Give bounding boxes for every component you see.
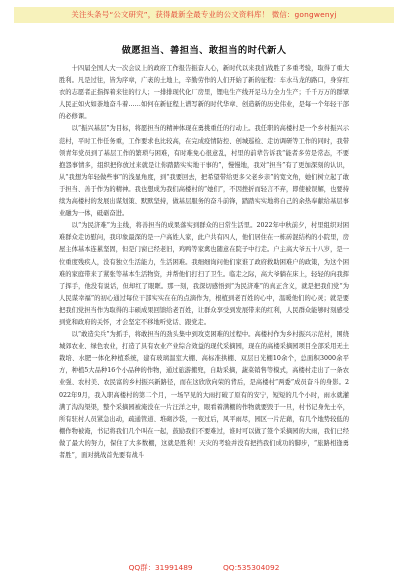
qq-contact-text: QQ:535304092	[222, 563, 280, 572]
paragraph-intro: 十四届全国人大一次会议上的政府工作报告振奋人心，新时代以来我们战胜了多重考验，取得了重大胜利。凡是过往，皆为序章，广袤的土地上，辛勤劳作的人们开始了新的征程：车水马龙的路口，身穿红衣的志愿者正指挥着来往的行人；一排排现代化厂房里，锂电生产线开足马力全力生产；千千万万的群眾人民正如火如荼地奋斗着……如何在新征程上谱写新的时代华章、创造新的历史伟业，是每一个年轻干部的必修课。	[59, 65, 349, 121]
promo-banner[interactable]	[14, 7, 394, 23]
document-title: 做愿担当、善担当、敢担当的时代新人	[121, 45, 287, 56]
document-body	[59, 63, 349, 553]
qq-group-text: QQ群：31991489	[128, 563, 193, 572]
paragraph-people: 以“为民济难”为主线，将善担当的成果落实到群众的日常生活里。2022年中秋前夕，村里组织对困难群众走访慰问，我印象最深的是一户高姓人家，此户共有四人，他们居住在一栋砖混结构的小院里，房屋主体基本连累坚固，但是门窗已经老旧，鸡鸭等家禽也随意在院子中行走。户主高大爷五十八岁，是一位重度残疾人，没有独立生活能力，生活困难。我细细询问他们家谁了政府救助困难户的政策，为这个困难的家庭带来了紧张等基本生活物资，并帮他们打扫了卫生。临走之际，高大爷躺在床上，轻轻的向我挥了挥手，他没有说话，但却红了眼眶。那一刻，我深切感悟到“为民济难”的真正含义，就是把我们党“为人民谋幸福”的初心通过每位干部实实在在的点滴作为，根植到老百姓的心中，温暖他们的心灵；就是要把我们党担当作为取得的丰硕成果回馈给老百姓，让群众享受到发展带来的红利，人民群众能够时刻感受到党和政府的关怀，才会坚定不移地听党话、跟党走。	[59, 222, 349, 326]
paragraph-grassroots: 以“振兴基层”为目标，将愿担当的精神体现在勇挑重任的行动上。我任职的高楼村是一个乡村振兴示范村，平时工作任务重，工作要求也比较高，在完成疫情防控、创城巡检、走访调研等工作的同时，我带领青年党员到了基层工作的繁琐与困难，有时难免心很意乱，村里的前辈告诉我“能者多劳是常态，不要抱怨事情多，组织把你放过来就是让你踏踏实实地干事的”，慢慢地，我对“担当”有了更加深刻的认识，从“我想为年轻做些事”的浅显角度，到“我要回去，把希望带给更多父老乡亲”的宽文角，她们树立起了敢于担当、善于作为的精神。我也想成为我们高楼村的“她们”，不因挫折而轻言不弃，即使被误解，也要持续为高楼村的发展出谋划策、默默坚持，做基层服务的奋斗前锋，踏踏实实地将自己的余热奉献给基层事业融为一体，砥砺奋进。	[59, 125, 349, 218]
promo-banner-text: 关注头条号“公文研究”，获得最新全最专业的公文资料库！ 微信：gongwenyj	[71, 10, 337, 19]
contact-footer	[0, 560, 408, 576]
paragraph-vanguard: 以“敢造尖兵”为抓手，将敢担当的劲头集中到攻克困难的过程中。高楼村作为乡村振兴示范村，围绕城郊农业、绿色农业，打造了具有农业产业综合效益的现代采摘园，现在的高楼采摘园项目全部采用无土栽培、水肥一体化种植系统，建有玻璃温室大棚、高标准拱棚、双层日光棚10余个，总面积3000余平方，种植5大品种16个小品种的作物，通过旅游搬兜，自助采摘，蔬菜销售等模式，高楼村走出了一条农业强、农村美、农民富的乡村振兴新路径，而在这欣欣向荣的背后，是高楼村“两委”成员奋斗的身影。2022年9月，我入职高楼村的第二个月，一场罕见的大雨打破了原有的安宁，短短的几个小时，雨水就灌满了沟沟渠渠，整个采摘园被淹没在一片汪洋之中，眼看着满棚的作物就要毁于一旦，村书记身先士卒，所有驻村人员紧急出动，疏通管道、堆砌沙袋，一夜过后，风平雨尽，园区一片茫藉，有几个地势较低的棚作物被淹，书记将我们几个叫在一起，鼓励我们不要难过，谁时可以做了签个采摘园的大雨，我们已经做了最大的努力，保住了大多数棚，这就是胜利！天灾的考验并没有把挡我们成功的脚步，“旅路相逢勇者胜”，面对挑战首先要有战斗	[59, 331, 349, 459]
